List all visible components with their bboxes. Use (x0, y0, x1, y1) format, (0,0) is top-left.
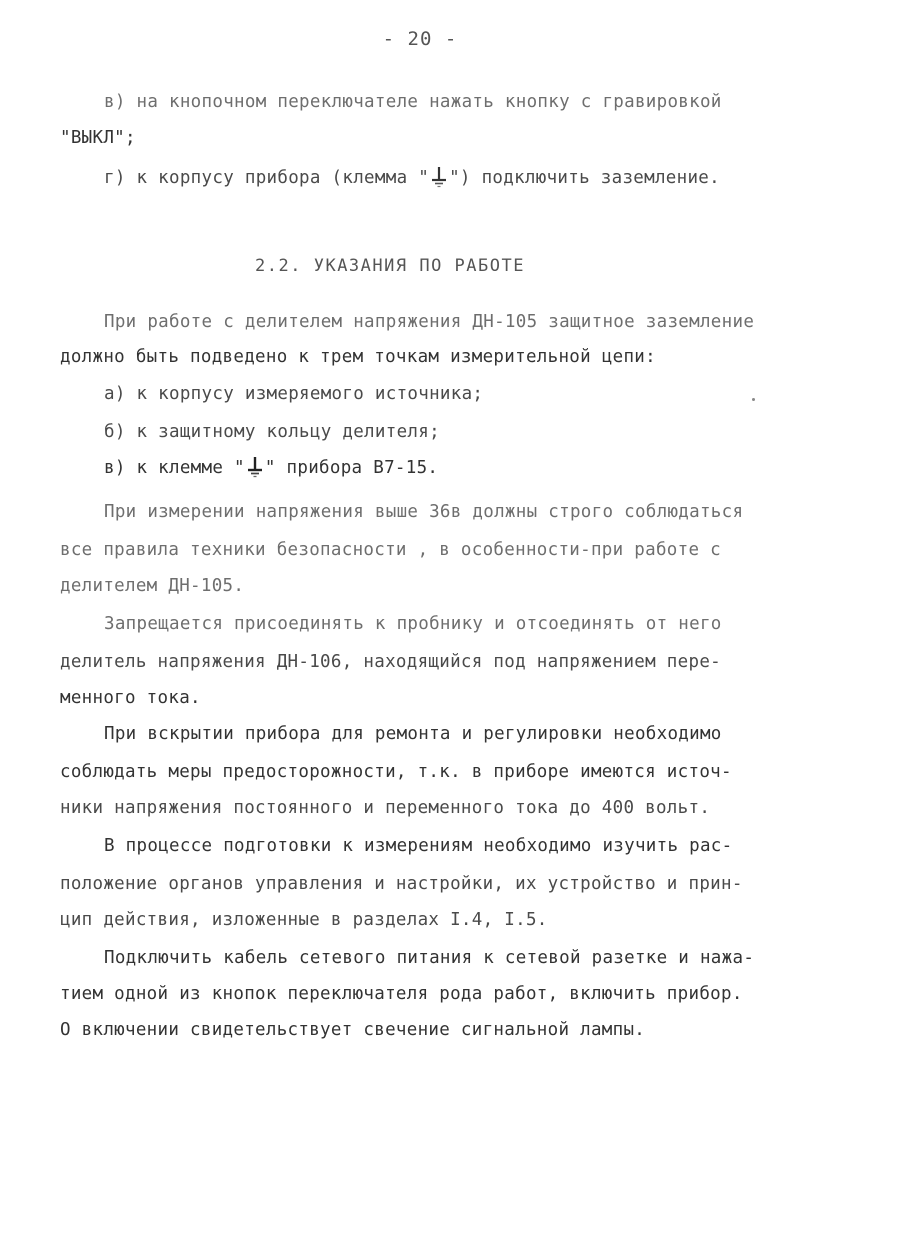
paragraph-2-line-1: При измерении напряжения выше 36в должны строго соблюдаться (104, 502, 744, 522)
paragraph-1-line-1: При работе с делителем напряжения ДН-105 защитное заземление (104, 312, 755, 332)
paragraph-5-line-3: цип действия, изложенные в разделах I.4, I.5. (60, 910, 548, 930)
paragraph-1-item-v (104, 456, 438, 480)
paragraph-4-line-3: ники напряжения постоянного и переменного тока до 400 вольт. (60, 798, 711, 818)
page-number: - 20 - (382, 28, 458, 50)
paragraph-6-line-3: О включении свидетельствует свечение сигнальной лампы. (60, 1020, 646, 1040)
ground-terminal-icon (247, 456, 263, 478)
list-item-g-suffix: ") подключить заземление. (449, 168, 720, 188)
paragraph-1-item-a: а) к корпусу измеряемого источника; (104, 384, 484, 404)
paragraph-4-line-1: При вскрытии прибора для ремонта и регулировки необходимо (104, 724, 722, 744)
paragraph-3-line-1: Запрещается присоединять к пробнику и отсоединять от него (104, 614, 722, 634)
paragraph-1-item-b: б) к защитному кольцу делителя; (104, 422, 440, 442)
paragraph-3-line-2: делитель напряжения ДН-106, находящийся под напряжением пере- (60, 652, 721, 672)
list-item-v-line1: в) на кнопочном переключателе нажать кнопку с гравировкой (104, 92, 722, 112)
paragraph-2-line-3: делителем ДН-105. (60, 576, 245, 596)
paragraph-5-line-1: В процессе подготовки к измерениям необходимо изучить рас- (104, 836, 733, 856)
paragraph-1-line-2: должно быть подведено к трем точкам измерительной цепи: (60, 347, 656, 367)
paragraph-1-item-v-suffix: " прибора В7-15. (264, 458, 439, 478)
ground-terminal-icon (431, 166, 447, 188)
paragraph-3-line-3: менного тока. (60, 688, 201, 708)
paragraph-6-line-1: Подключить кабель сетевого питания к сетевой разетке и нажа- (104, 948, 755, 968)
section-heading: 2.2. УКАЗАНИЯ ПО РАБОТЕ (255, 256, 525, 276)
paragraph-5-line-2: положение органов управления и настройки, их устройство и прин- (60, 874, 743, 894)
scan-speck (752, 398, 755, 401)
list-item-g (104, 166, 720, 190)
list-item-v-line2: "ВЫКЛ"; (60, 128, 136, 148)
paragraph-4-line-2: соблюдать меры предосторожности, т.к. в приборе имеются источ- (60, 762, 732, 782)
paragraph-2-line-2: все правила техники безопасности , в особенности-при работе с (60, 540, 721, 560)
paragraph-1-item-v-prefix: в) к клемме " (104, 458, 245, 478)
list-item-g-prefix: г) к корпусу прибора (клемма " (104, 168, 430, 188)
paragraph-6-line-2: тием одной из кнопок переключателя рода работ, включить прибор. (60, 984, 743, 1004)
